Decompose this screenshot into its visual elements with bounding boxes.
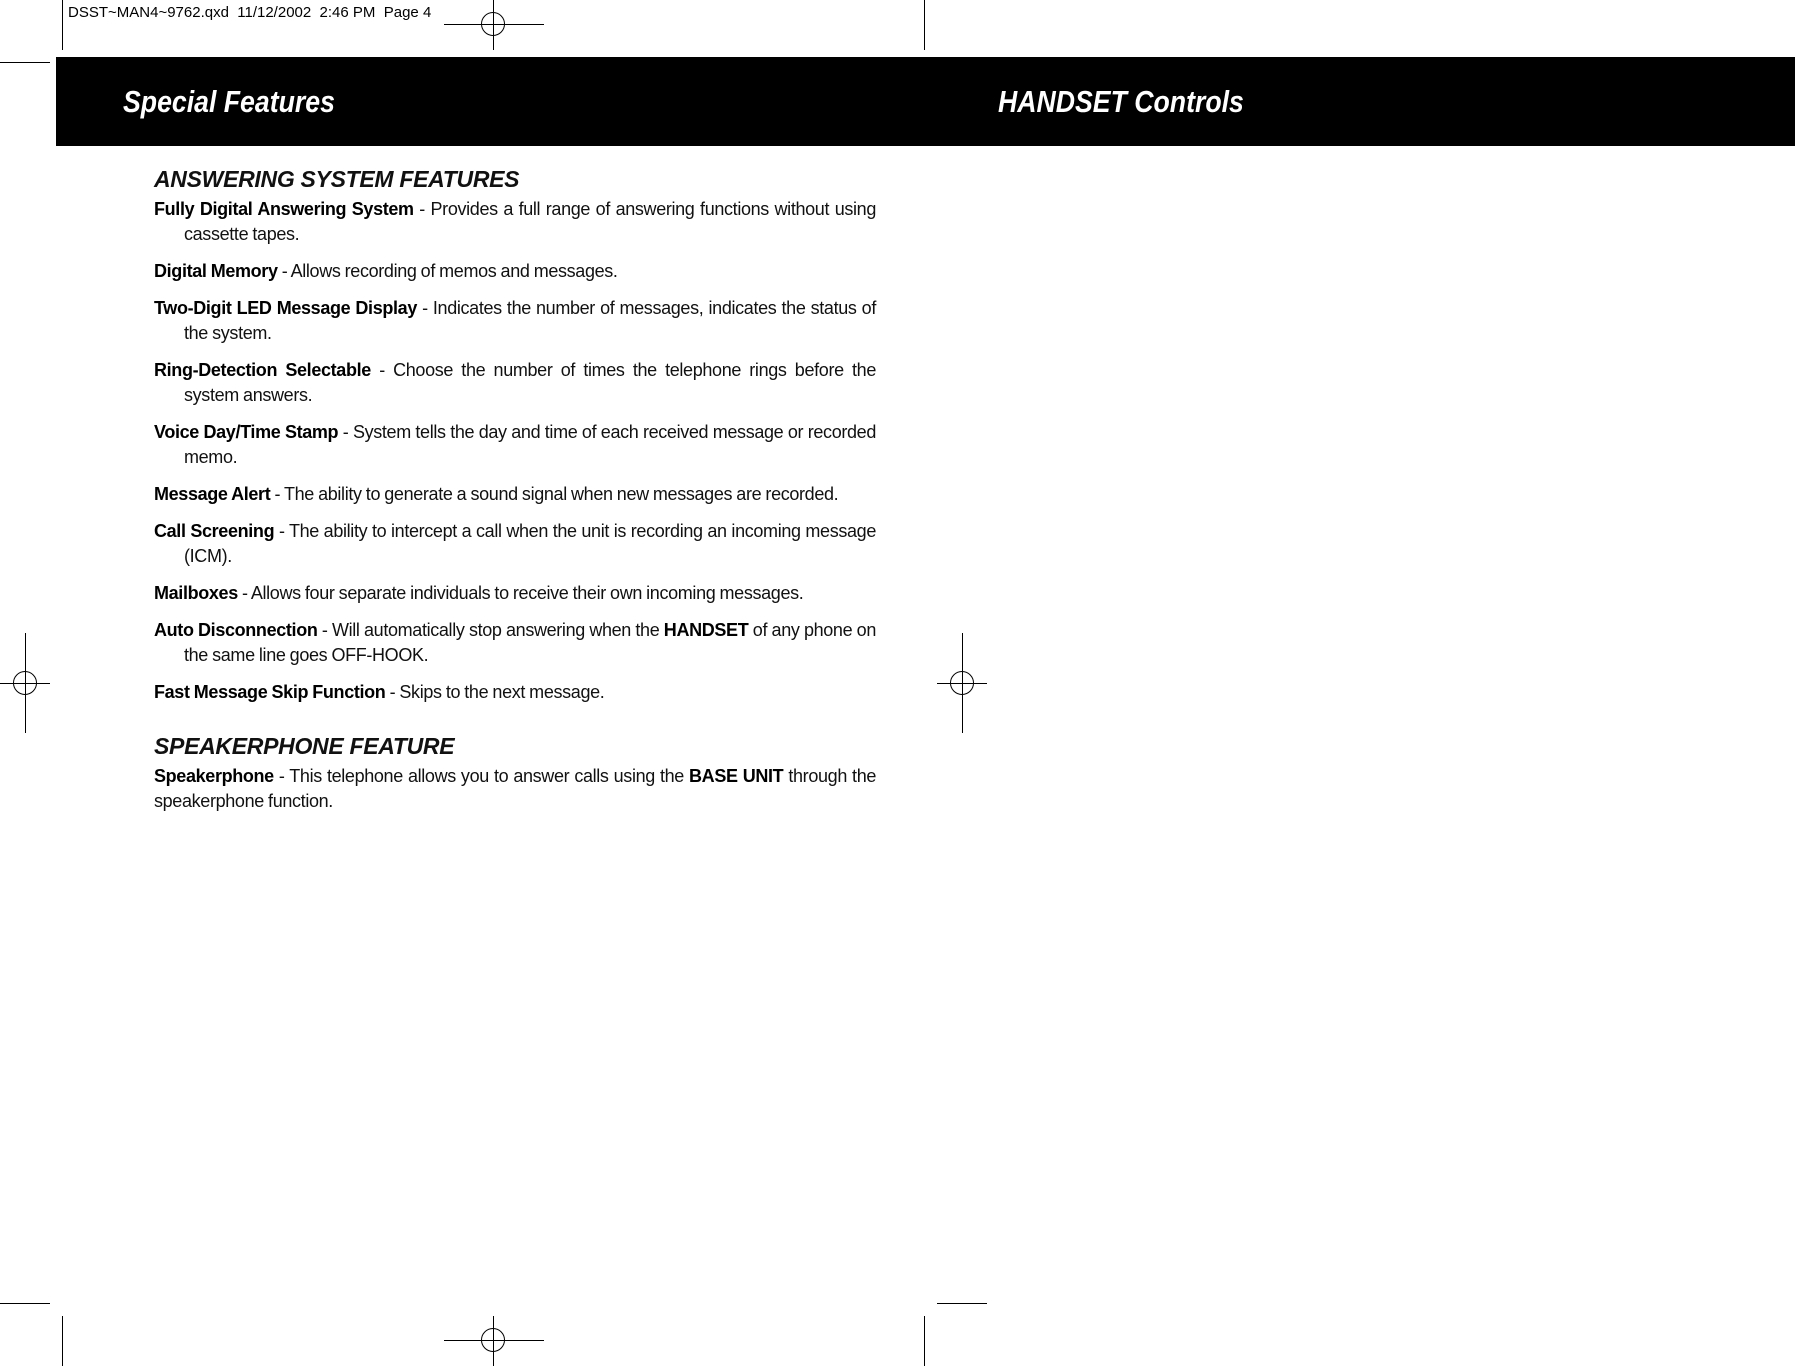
crop-mark-bottom-left-vertical [62,1316,63,1366]
feature-term: Ring-Detection Selectable [154,360,371,380]
registration-circle-top [481,12,505,36]
crop-mark-bottom-center-vertical [924,1316,925,1366]
feature-item [154,259,876,284]
crop-mark-bottom-left-horizontal [0,1303,50,1304]
feature-term: Speakerphone [154,766,274,786]
feature-item [154,358,876,408]
feature-item [154,420,876,470]
feature-term: Fast Message Skip Function [154,682,386,702]
feature-item [154,581,876,606]
registration-circle-center [950,671,974,695]
crop-mark-top-center-vertical [924,0,925,50]
feature-term: Voice Day/Time Stamp [154,422,339,442]
feature-description: through the speakerphone function. [154,766,877,811]
crop-mark-top-left-vertical [62,0,63,50]
feature-item [154,680,876,705]
feature-term: Fully Digital Answering System [154,199,414,219]
crop-mark-top-left-horizontal [0,62,50,63]
special-features-content [154,166,876,826]
answering-system-heading: ANSWERING SYSTEM FEATURES [154,166,520,192]
left-page-title: Special Features [123,84,335,119]
feature-description: of any phone on the same line goes OFF-HOOK. [184,620,876,665]
feature-item [154,482,876,507]
feature-description: - System tells the day and time of each received message or recorded memo. [184,422,876,467]
feature-description: - This telephone allows you to answer calls using the [273,766,690,786]
feature-description: - The ability to intercept a call when the unit is recording an incoming message (ICM). [184,521,876,566]
feature-term: Auto Disconnection [154,620,318,640]
feature-description: - Will automatically stop answering when the [317,620,664,640]
file-slug: DSST~MAN4~9762.qxd 11/12/2002 2:46 PM Page 4 [68,4,432,21]
feature-description: - Allows recording of memos and messages. [277,261,618,281]
right-page-title: HANDSET Controls [998,84,1244,119]
feature-term: Two-Digit LED Message Display [154,298,417,318]
feature-term: Message Alert [154,484,271,504]
feature-item [154,296,876,346]
speakerphone-heading: SPEAKERPHONE FEATURE [154,733,455,759]
feature-description: - Skips to the next message. [385,682,605,702]
feature-description: - Provides a full range of answering functions without using cassette tapes. [184,199,876,244]
feature-term: Call Screening [154,521,275,541]
feature-emphasis: BASE UNIT [689,766,784,786]
registration-circle-bottom [481,1328,505,1352]
feature-item [154,197,876,247]
feature-term: Digital Memory [154,261,278,281]
crop-mark-bottom-center-horizontal [937,1303,987,1304]
feature-item [154,519,876,569]
speakerphone-item [154,764,876,814]
feature-item [154,618,876,668]
feature-description: - The ability to generate a sound signal when new messages are recorded. [270,484,839,504]
registration-circle-left [13,671,37,695]
feature-term: Mailboxes [154,583,238,603]
feature-description: - Indicates the number of messages, indicates the status of the system. [184,298,876,343]
feature-description: - Allows four separate individuals to receive their own incoming messages. [237,583,804,603]
feature-emphasis: HANDSET [663,620,749,640]
feature-description: - Choose the number of times the telephone rings before the system answers. [184,360,876,405]
